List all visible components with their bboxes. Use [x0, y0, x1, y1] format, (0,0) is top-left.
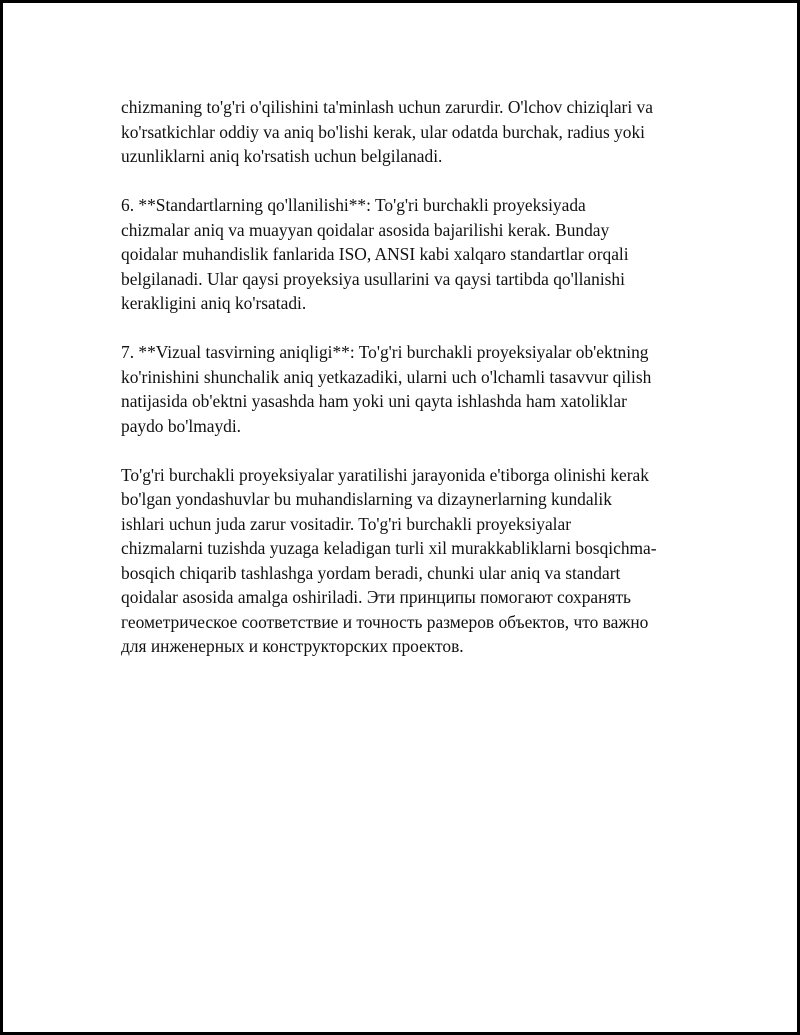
document-body: [121, 95, 696, 683]
paragraph-standards-application: 6. **Standartlarning qo'llanilishi**: To'g'ri burchakli proyeksiyada chizmalar aniq va muayyan qoidalar asosida bajarilishi kerak. Bunday qoidalar muhandislik fanlarida ISO, ANSI kabi xalqaro standartlar orqali belgilanadi. Ular qaysi proyeksiya usullarini va qaysi tartibda qo'llanishi kerakligini aniq ko'rsatadi.: [121, 195, 629, 313]
paragraph-dimension-lines: chizmaning to'g'ri o'qilishini ta'minlash uchun zarurdir. O'lchov chiziqlari va ko'rsatkichlar oddiy va aniq bo'lishi kerak, ular odatda burchak, radius yoki uzunliklarni aniq ko'rsatish uchun belgilanadi.: [121, 97, 653, 166]
paragraph-visual-accuracy: 7. **Vizual tasvirning aniqligi**: To'g'ri burchakli proyeksiyalar ob'ektning ko'rinishini shunchalik aniq yetkazadiki, ularni uch o'lchamli tasavvur qilish natijasida ob'ektni yasashda ham yoki uni qayta ishlashda ham xatoliklar paydo bo'lmaydi.: [121, 342, 652, 436]
paragraph-conclusion: To'g'ri burchakli proyeksiyalar yaratilishi jarayonida e'tiborga olinishi kerak bo'lgan yondashuvlar bu muhandislarning va dizaynerlarning kundalik ishlari uchun juda zarur vositadir. To'g'ri burchakli proyeksiyalar chizmalarni tuzishda yuzaga keladigan turli xil murakkabliklarni bosqichma- bosqich chiqarib tashlashga yordam beradi, chunki ular aniq va standart qoidalar asosida amalga oshiriladi. Эти принципы помогают сохранять геометрическое соответствие и точность размеров объектов, что важно для инженерных и конструкторских проектов.: [121, 464, 657, 656]
